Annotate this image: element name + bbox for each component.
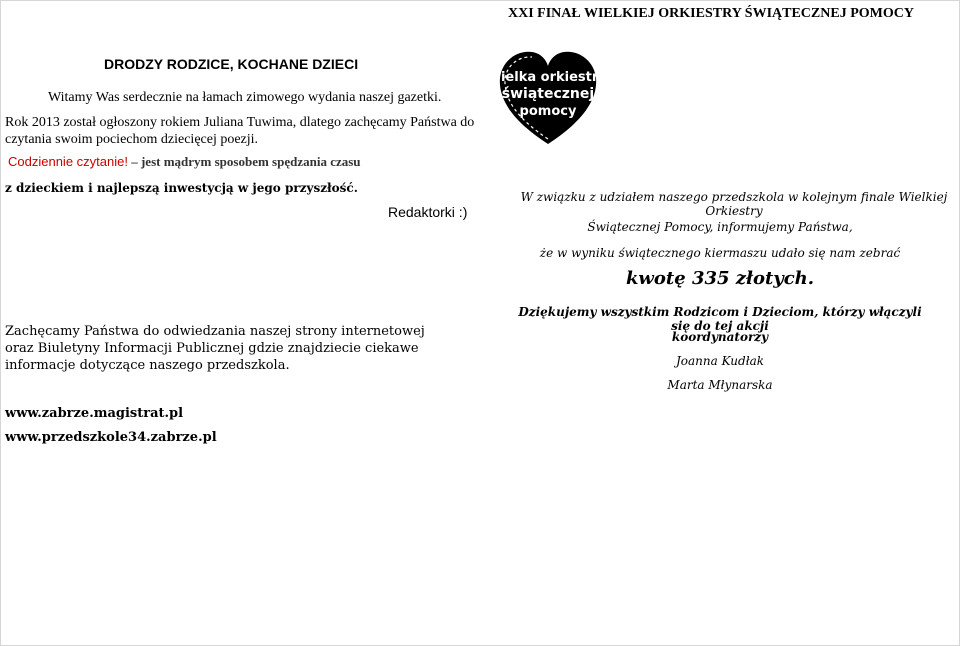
link-przedszkole34[interactable]: www.przedszkole34.zabrze.pl bbox=[5, 430, 217, 445]
wosp-info-line-2: Świątecznej Pomocy, informujemy Państwa, bbox=[587, 220, 853, 234]
editors-signature: Redaktorki :) bbox=[388, 204, 468, 220]
coordinator-name-1: Joanna Kudłak bbox=[675, 354, 765, 368]
website-encourage-paragraph: Zachęcamy Państwa do odwiedzania naszej strony internetowej oraz Biuletyny Informacji Publicznej gdzie znajdziecie ciekawe informacje dotyczące naszego przedszkola. bbox=[5, 324, 425, 373]
welcome-text: Witamy Was serdecznie na łamach zimowego wydania naszej gazetki. bbox=[48, 90, 442, 105]
logo-text-line-1: wielka orkiestra bbox=[488, 70, 608, 85]
thanks-line: Dziękujemy wszystkim Rodzicom i Dzieciom, którzy włączyli się do tej akcji bbox=[518, 305, 922, 333]
daily-reading-highlight: Codziennie czytanie! bbox=[8, 154, 128, 169]
logo-text-line-3: pomocy bbox=[519, 104, 577, 119]
daily-reading-line bbox=[8, 154, 361, 170]
greeting-heading: DRODZY RODZICE, KOCHANE DZIECI bbox=[104, 56, 359, 72]
event-title: XXI FINAŁ WIELKIEJ ORKIESTRY ŚWIĄTECZNEJ POMOCY bbox=[508, 6, 914, 21]
collected-amount: kwotę 335 złotych. bbox=[625, 268, 815, 289]
investment-line: z dzieckiem i najlepszą inwestycją w jego przyszłość. bbox=[5, 181, 358, 195]
wosp-info-line-3: że w wyniku świątecznego kiermaszu udało się nam zebrać bbox=[539, 246, 901, 260]
coordinators-label: koordynatorzy bbox=[671, 330, 769, 344]
link-zabrze-magistrat[interactable]: www.zabrze.magistrat.pl bbox=[5, 406, 184, 421]
wosp-info-line-1: W związku z udziałem naszego przedszkola w kolejnym finale Wielkiej Orkiestry bbox=[520, 190, 948, 218]
daily-reading-rest: – jest mądrym sposobem spędzania czasu bbox=[127, 154, 361, 169]
coordinator-name-2: Marta Młynarska bbox=[667, 378, 773, 392]
wosp-heart-logo-icon bbox=[488, 48, 608, 148]
tuwim-paragraph: Rok 2013 został ogłoszony rokiem Juliana Tuwima, dlatego zachęcamy Państwa do czytania swoim pociechom dziecięcej poezji. bbox=[5, 115, 475, 147]
logo-text-line-2: świątecznej bbox=[501, 86, 595, 102]
